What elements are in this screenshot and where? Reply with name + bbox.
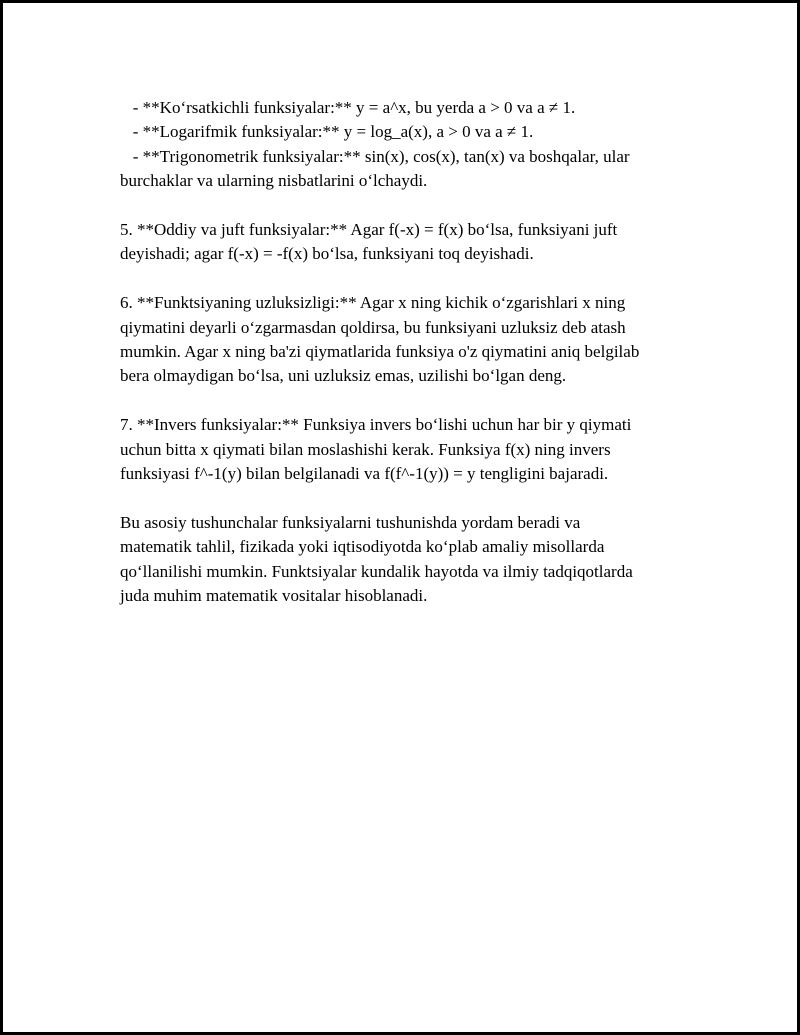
- paragraph-line: qoʻllanilishi mumkin. Funktsiyalar kundalik hayotda va ilmiy tadqiqotlarda: [120, 561, 633, 581]
- section-continuity: [120, 291, 720, 389]
- paragraph-line: juda muhim matematik vositalar hisoblanadi.: [120, 586, 428, 606]
- paragraph-line: 7. **Invers funksiyalar:** Funksiya invers boʻlishi uchun har bir y qiymati: [120, 415, 632, 435]
- list-item-trigonometric: - **Trigonometrik funksiyalar:** sin(x), cos(x), tan(x) va boshqalar, ular: [120, 146, 630, 166]
- list-item-logarithmic: - **Logarifmik funksiyalar:** y = log_a(x), a > 0 va a ≠ 1.: [120, 122, 534, 142]
- paragraph-line: Bu asosiy tushunchalar funksiyalarni tushunishda yordam beradi va: [120, 512, 581, 532]
- document-body: [120, 96, 720, 608]
- list-item-exponential: - **Koʻrsatkichli funksiyalar:** y = a^x, bu yerda a > 0 va a ≠ 1.: [120, 98, 576, 117]
- paragraph-line: matematik tahlil, fizikada yoki iqtisodiyotda koʻplab amaliy misollarda: [120, 537, 605, 557]
- paragraph-gap: [120, 194, 720, 218]
- paragraph-line: funksiyasi f^-1(y) bilan belgilanadi va f(f^-1(y)) = y tengligini bajaradi.: [120, 464, 609, 484]
- section-even-odd: [120, 218, 720, 267]
- paragraph-line: bera olmaydigan boʻlsa, uni uzluksiz emas, uzilishi boʻlgan deng.: [120, 366, 567, 386]
- section-inverse: [120, 413, 720, 486]
- paragraph-line: deyishadi; agar f(-x) = -f(x) boʻlsa, funksiyani toq deyishadi.: [120, 244, 534, 264]
- paragraph-line: 6. **Funktsiyaning uzluksizligi:** Agar x ning kichik oʻzgarishlari x ning: [120, 293, 626, 313]
- paragraph-gap: [120, 267, 720, 291]
- paragraph-gap: [120, 389, 720, 413]
- list-item-trigonometric-cont: burchaklar va ularning nisbatlarini oʻlchaydi.: [120, 171, 428, 191]
- paragraph-line: mumkin. Agar x ning ba'zi qiymatlarida funksiya o'z qiymatini aniq belgilab: [120, 342, 640, 362]
- conclusion-paragraph: [120, 511, 720, 609]
- function-types-list: [120, 96, 720, 194]
- paragraph-line: 5. **Oddiy va juft funksiyalar:** Agar f(-x) = f(x) boʻlsa, funksiyani juft: [120, 220, 618, 240]
- paragraph-gap: [120, 486, 720, 510]
- paragraph-line: qiymatini deyarli oʻzgarmasdan qoldirsa, bu funksiyani uzluksiz deb atash: [120, 317, 626, 337]
- paragraph-line: uchun bitta x qiymati bilan moslashishi kerak. Funksiya f(x) ning invers: [120, 439, 611, 459]
